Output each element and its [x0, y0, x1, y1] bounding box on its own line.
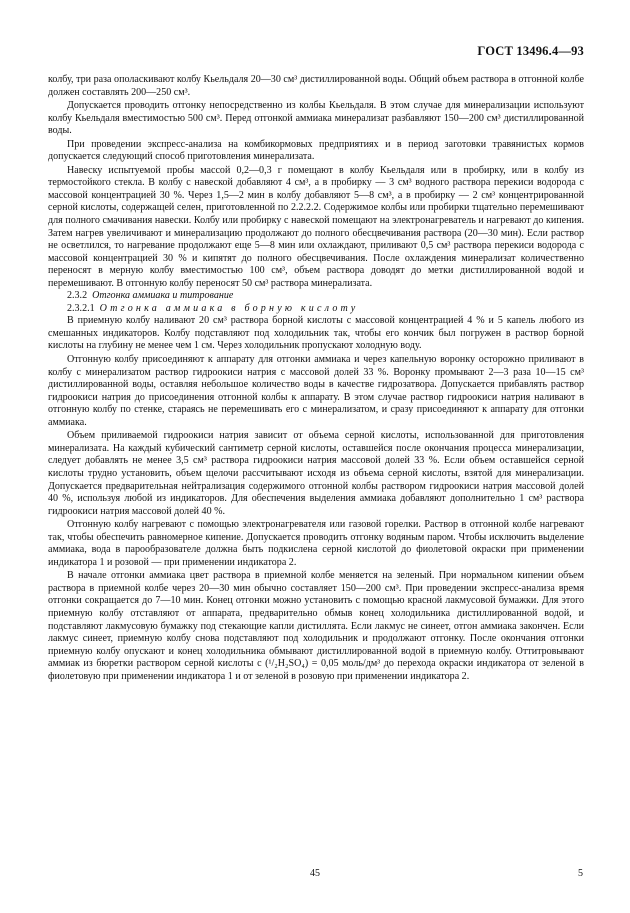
- paragraph: Допускается проводить отгонку непосредственно из колбы Кьельдаля. В этом случае для минерализации используют колбу Кьельдаля вместимостью 500 см³. Перед отгонкой аммиака минерализат разбавляют 150—200 см³ дистиллированной воды.: [48, 100, 584, 137]
- paragraph: колбу, три раза ополаскивают колбу Кьельдаля 20—30 см³ дистиллированной воды. Общий объем раствора в отгонной колбе должен составлять 200—250 см³.: [48, 74, 584, 98]
- document-body: [48, 74, 584, 683]
- paragraph: В начале отгонки аммиака цвет раствора в приемной колбе меняется на зеленый. При нормальном кипении объем раствора в приемной колбе через 20—30 мин обычно составляет 150—200 см³. При проведении экспресс-анализа время отгонки сокращается до 7—10 мин. Конец отгонки можно установить с помощью красной лакмусовой бумажки. Для этого приемную колбу отставляют от аппарата, предварительно обмыв конец холодильника дистиллированной водой, и подставляют лакмусовую бумажку под стекающие капли дистиллята. Если лакмус не синеет, отгон аммиака закончен. Если лакмус синеет, приемную колбу снова подставляют под холодильник и продолжают отгонку. После окончания отгонки приемную колбу опускают и конец холодильника обмывают дистиллированной водой в приемную колбу. Оттитровывают аммиак из бюретки раствором серной кислоты c (¹/₂H₂SO₄) = 0,05 моль/дм³ до перехода окраски индикатора от зеленой в фиолетовую при применении индикатора 1 и от зеленой в розовую при применении индикатора 2.: [48, 570, 584, 682]
- section-number: 2.3.2.1: [67, 302, 95, 314]
- paragraph: Объем приливаемой гидроокиси натрия зависит от объема серной кислоты, использованной для приготовления минерализата. На каждый кубический сантиметр серной кислоты, оставшейся после окончания процесса минерализации, следует добавлять не менее 3,5 см³ раствора гидроокиси натрия массовой долей 33 %. Если объем оставшейся серной кислоты трудно установить, объем щелочи рассчитывают исходя из объема серной кислоты, взятой для минерализации. Допускается предварительная нейтрализация содержимого отгонной колбы раствором гидроокиси натрия массовой долей 40 %, используя любой из индикаторов. Для обеспечения выделения аммиака добавляют дополнительно 1 см³ раствора гидроокиси натрия массовой долей 40 %.: [48, 430, 584, 517]
- paragraph: Отгонную колбу присоединяют к аппарату для отгонки аммиака и через капельную воронку осторожно приливают в колбу с минерализатом раствор гидроокиси натрия с массовой долей 33 %. Воронку промывают 2—3 раза 10—15 см³ дистиллированной воды, оставляя небольшое количество воды в качестве гидрозатвора. Допускается прибавлять раствор гидроокиси натрия до присоединения отгонной колбы к аппарату. В этом случае раствор гидроокиси натрия наливают в отгонную колбу по стенке, стараясь не перемешивать его с минерализатом, и сразу присоединяют к аппарату для отгонки аммиака.: [48, 354, 584, 428]
- paragraph: В приемную колбу наливают 20 см³ раствора борной кислоты с массовой концентрацией 4 % и 5 капель любого из смешанных индикаторов. Колбу подставляют под холодильник так, чтобы его кончик был погружен в раствор борной кислоты на глубину не менее чем 1 см. Через холодильник пропускают холодную воду.: [48, 315, 584, 352]
- document-header: ГОСТ 13496.4—93: [477, 44, 584, 58]
- section-heading-2-3-2: [48, 290, 584, 303]
- paragraph: Навеску испытуемой пробы массой 0,2—0,3 г помещают в колбу Кьельдаля или в пробирку, или в колбу из термостойкого стекла. В колбу с навеской добавляют 4 см³, а в пробирку — 3 см³ водного раствора перекиси водорода с массовой концентрацией 30 %. Через 1,5—2 мин в колбу добавляют 5—8 см³, а в пробирку — 2 см³ концентрированной серной кислоты, содержащей селен, приготовленной по 2.2.2.2. Содержимое колбы или пробирки тщательно перемешивают для полного смачивания навески. Колбу или пробирку с навеской помещают на электронагреватель и нагревают до кипения. Затем нагрев увеличивают и минерализацию продолжают до полного обесцвечивания раствора (20—30 мин). Если раствор не осветлился, то нагревание продолжают еще 5—8 мин или охлаждают, приливают 0,5 см³ раствора перекиси водорода с массовой концентрацией 30 % и кипятят до полного обесцвечивания. После охлаждения минерализат количественно переносят в мерную колбу вместимостью 100 см³, объем раствора доводят до метки дистиллированной водой и перемешивают. В отгонную колбу переносят 50 см³ раствора минерализата.: [48, 164, 584, 289]
- section-heading-2-3-2-1: [48, 303, 584, 316]
- paragraph: При проведении экспресс-анализа на комбикормовых предприятиях и в период заготовки травянистых кормов допускается следующий способ приготовления минерализата.: [48, 138, 584, 163]
- sheet-number: 5: [578, 868, 583, 879]
- section-title: Отгонка аммиака и титрование: [92, 290, 234, 302]
- page-number: 45: [310, 868, 320, 879]
- paragraph: Отгонную колбу нагревают с помощью электронагревателя или газовой горелки. Раствор в отгонной колбе нагревают так, чтобы обеспечить равномерное кипение. Допускается проводить отгонку водяным паром. Чтобы исключить выделение аммиака, вода в парообразователе должна быть подкислена серной кислотой до фиолетовой окраски при применении индикатора 1 и розовой — при применении индикатора 2.: [48, 519, 584, 568]
- section-title: Отгонка аммиака в борную кислоту: [99, 302, 359, 314]
- section-number: 2.3.2: [67, 290, 88, 302]
